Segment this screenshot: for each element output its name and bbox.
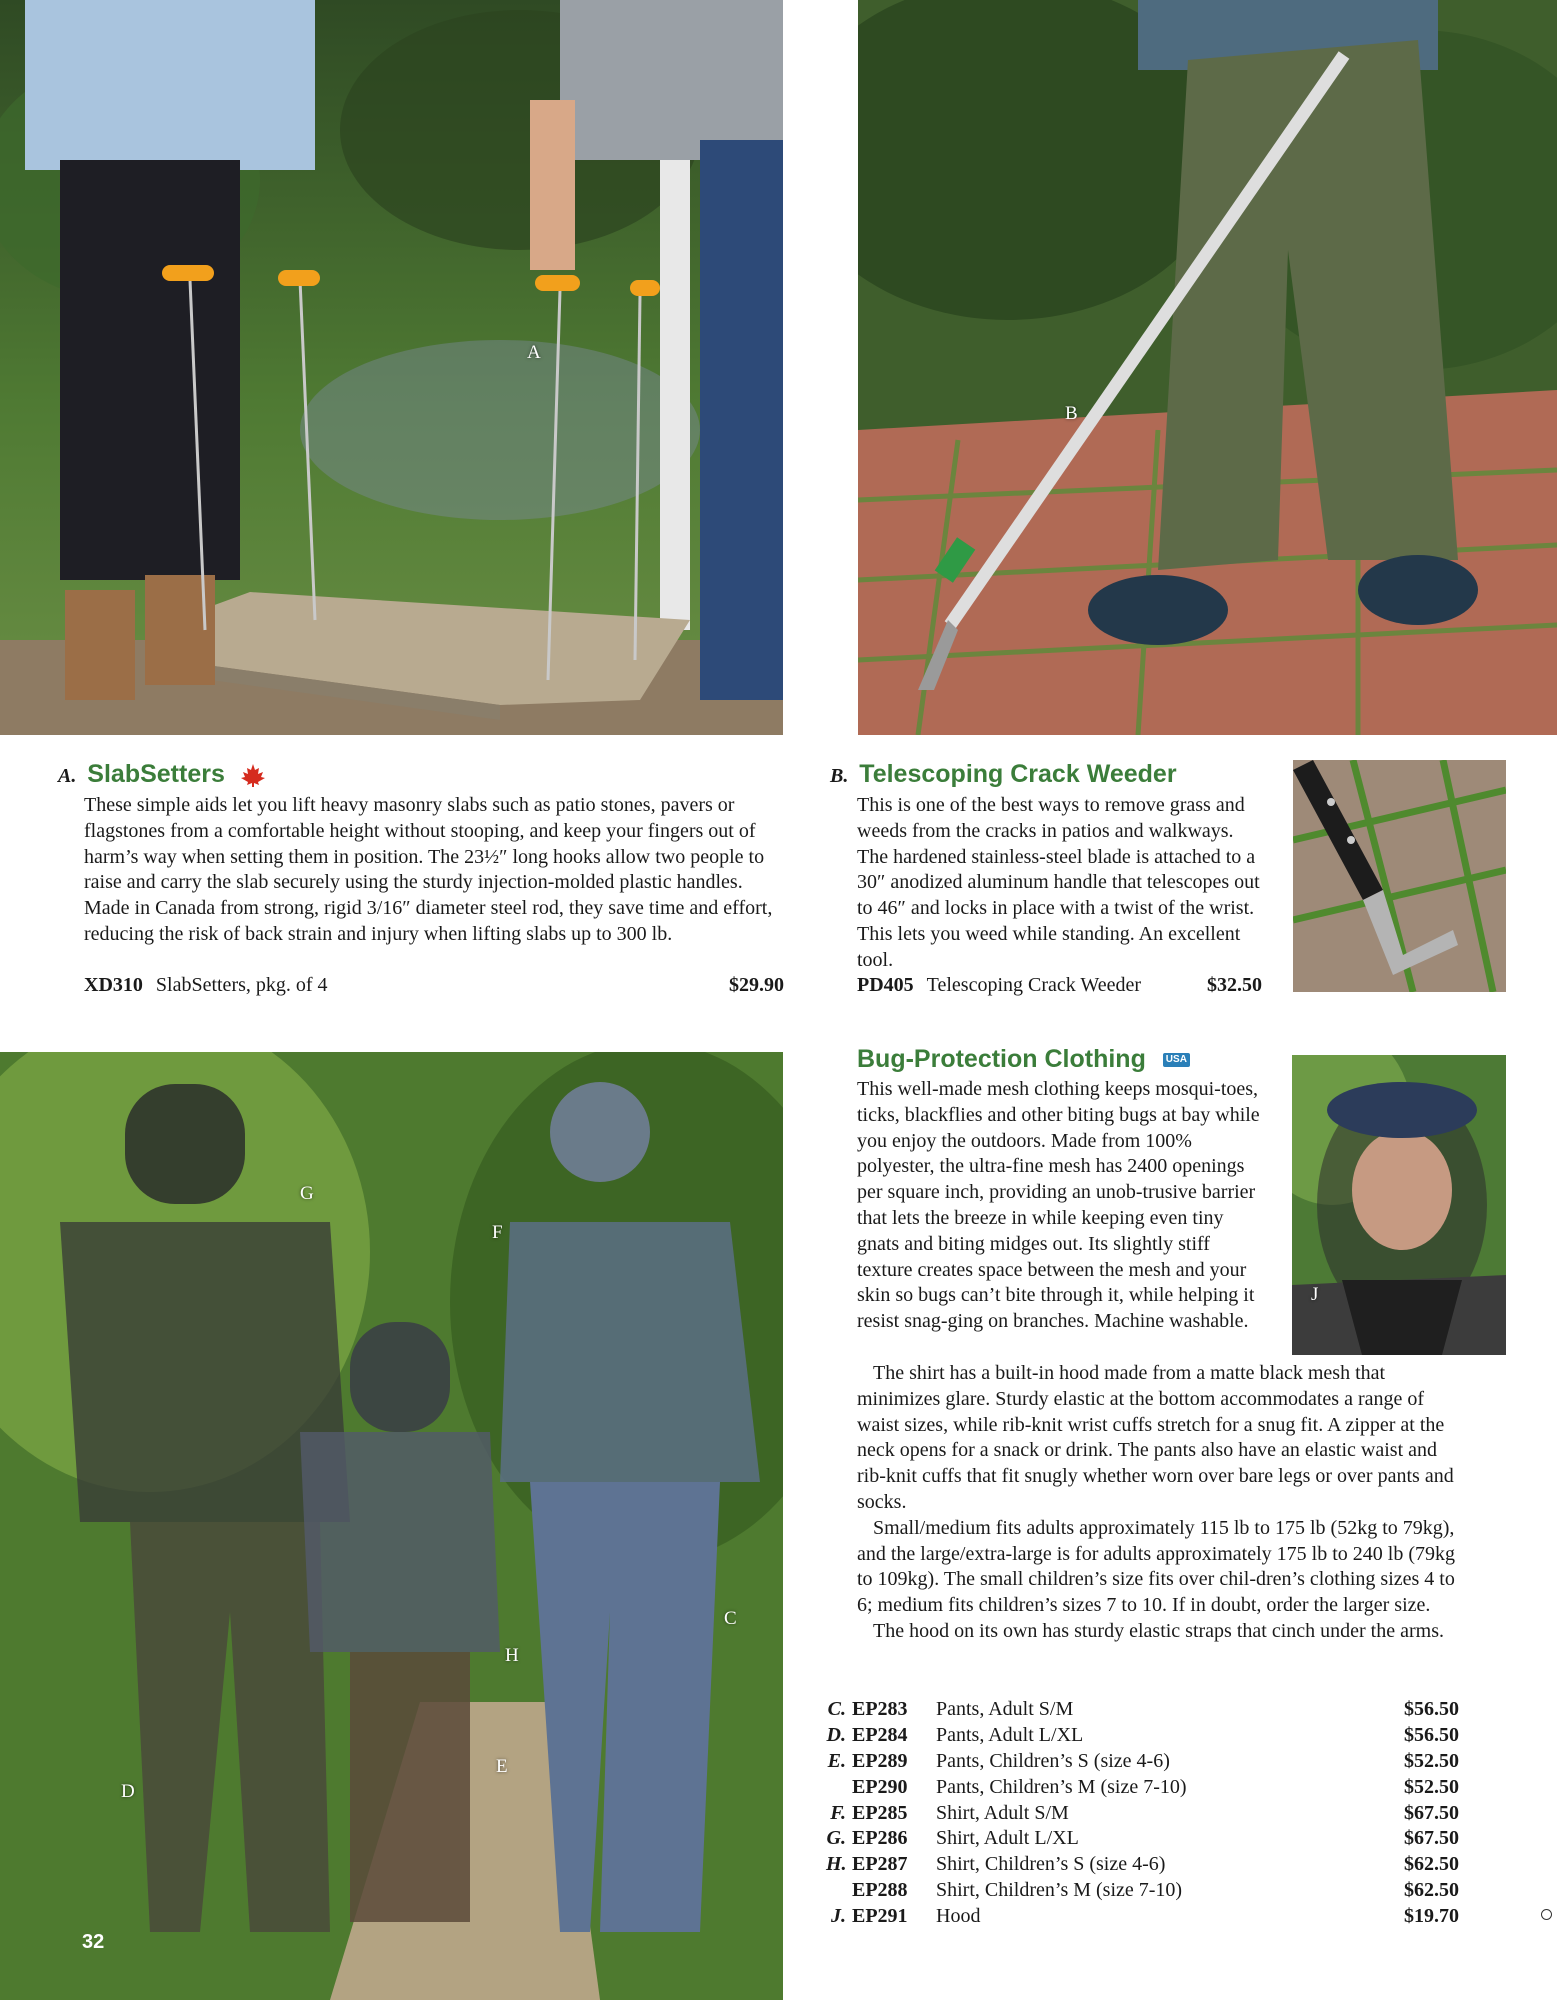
slabsetters-name: SlabSetters (87, 760, 225, 788)
order-item: Shirt, Adult S/M (936, 1801, 1069, 1824)
slabsetters-sku: XD310 (84, 974, 143, 996)
order-price: $62.50 (1404, 1879, 1459, 1902)
page-number: 32 (82, 1931, 105, 1953)
order-price: $67.50 (1404, 1801, 1459, 1824)
order-letter: H. (826, 1853, 847, 1876)
slabsetters-title (58, 760, 266, 789)
crack-weeder-name: Telescoping Crack Weeder (859, 760, 1177, 788)
order-price: $52.50 (1404, 1775, 1459, 1798)
order-price: $52.50 (1404, 1749, 1459, 1772)
order-letter: G. (826, 1827, 846, 1850)
order-row (826, 1878, 1459, 1904)
bug-hood-illustration (1292, 1055, 1506, 1355)
photo-label-h: H (505, 1645, 519, 1666)
order-price: $19.70 (1404, 1905, 1459, 1928)
bug-clothing-shirt-paragraph: The shirt has a built-in hood made from a matte black mesh that minimizes glare. Sturdy elastic at the bottom accommodates a range of waist sizes, while rib-knit wrist cuffs stretch for a snug fit. A zipper at the neck opens for a snack or drink. The pants also have an elastic waist and rib-knit cuffs that fit snugly whether worn over bare legs or over pants and socks. (857, 1362, 1454, 1513)
order-letter: D. (826, 1723, 846, 1746)
order-price: $56.50 (1404, 1723, 1459, 1746)
order-item: Shirt, Children’s S (size 4-6) (936, 1853, 1166, 1876)
bug-clothing-name: Bug-Protection Clothing (857, 1045, 1146, 1073)
order-letter: J. (831, 1905, 846, 1928)
photo-label-b: B (1065, 403, 1078, 424)
order-sku: EP283 (852, 1698, 908, 1720)
crack-weeder-item: Telescoping Crack Weeder (926, 974, 1141, 996)
crack-weeder-description (857, 793, 1267, 974)
slabsetters-price: $29.90 (729, 974, 784, 996)
slabsetters-description (84, 793, 784, 948)
order-row (826, 1852, 1459, 1878)
bug-clothing-details (857, 1361, 1461, 1645)
usa-flag-icon: USA (1163, 1053, 1190, 1067)
crack-weeder-order-line (857, 972, 1262, 998)
slabsetters-description-text: These simple aids let you lift heavy masonry slabs such as patio stones, pavers or flagstones from a comfortable height without stooping, and keep your fingers out of harm’s way when setting them in position. The 23½″ long hooks allow two people to raise and carry the slab securely using the sturdy injection-molded plastic handles. Made in Canada from strong, rigid 3/16″ diameter steel rod, they save time and effort, reducing the risk of back strain and injury when lifting slabs up to 300 lb. (84, 794, 773, 945)
order-sku: EP290 (852, 1775, 908, 1798)
weeder-blade-illustration (1293, 760, 1506, 992)
bug-clothing-order-table (826, 1697, 1459, 1930)
order-price: $56.50 (1404, 1698, 1459, 1720)
bug-hood-photo (1292, 1055, 1506, 1355)
bug-clothing-sizing-paragraph: Small/medium fits adults approximately 115 lb to 175 lb (52kg to 79kg), and the large/extra-large is for adults approximately 175 lb to 240 lb (79kg to 109kg). The small children’s size fits over chil-dren’s clothing sizes 4 to 6; medium fits children’s sizes 7 to 10. If in doubt, order the larger size. (857, 1516, 1455, 1617)
order-price: $62.50 (1404, 1853, 1459, 1876)
order-item: Shirt, Adult L/XL (936, 1827, 1079, 1850)
photo-label-g: G (300, 1183, 314, 1204)
order-sku: EP285 (852, 1801, 908, 1824)
order-row (826, 1801, 1459, 1827)
order-sku: EP287 (852, 1853, 908, 1876)
order-sku: EP291 (852, 1905, 908, 1928)
order-row (826, 1749, 1459, 1775)
crack-weeder-photo (858, 0, 1557, 735)
order-price: $67.50 (1404, 1827, 1459, 1850)
bug-clothing-title (857, 1045, 1190, 1074)
order-item: Pants, Adult S/M (936, 1698, 1074, 1720)
order-item: Pants, Adult L/XL (936, 1723, 1084, 1746)
photo-label-c: C (724, 1608, 737, 1629)
slabsetters-order-line (84, 972, 784, 998)
slabsetters-item: SlabSetters, pkg. of 4 (155, 974, 328, 996)
product-letter-a: A. (58, 765, 77, 787)
bug-clothing-family-illustration (0, 1052, 783, 2000)
product-letter-b: B. (830, 765, 849, 787)
photo-label-a: A (527, 342, 541, 363)
slabsetters-photo (0, 0, 783, 735)
crack-weeder-title (830, 760, 1177, 789)
order-item: Shirt, Children’s M (size 7-10) (936, 1879, 1183, 1902)
crack-weeder-blade-photo (1293, 760, 1506, 992)
order-letter: F. (830, 1801, 846, 1824)
crack-weeder-description-text: This is one of the best ways to remove grass and weeds from the cracks in patios and walkways. The hardened stainless-steel blade is attached to a 30″ anodized aluminum handle that telescopes out to 46″ and locks in place with a twist of the wrist. This lets you weed while standing. An excellent tool. (857, 794, 1260, 971)
order-row (826, 1723, 1459, 1749)
crack-weeder-price: $32.50 (1207, 974, 1262, 996)
photo-label-f: F (492, 1222, 503, 1243)
maple-leaf-icon (240, 763, 266, 787)
order-row (826, 1826, 1459, 1852)
photo-label-j: J (1311, 1284, 1319, 1305)
bug-clothing-hood-paragraph: The hood on its own has sturdy elastic straps that cinch under the arms. (873, 1619, 1444, 1642)
slabsetters-illustration (0, 0, 783, 735)
order-sku: EP288 (852, 1879, 908, 1902)
order-sku: EP284 (852, 1723, 908, 1746)
crack-weeder-illustration (858, 0, 1557, 735)
order-item: Hood (936, 1905, 981, 1928)
order-sku: EP289 (852, 1749, 908, 1772)
order-row (826, 1775, 1459, 1801)
order-sku: EP286 (852, 1827, 908, 1850)
order-item: Pants, Children’s S (size 4-6) (936, 1749, 1170, 1772)
order-letter: C. (827, 1698, 846, 1720)
order-letter: E. (827, 1749, 846, 1772)
order-row (826, 1904, 1459, 1930)
photo-label-d: D (121, 1781, 135, 1802)
crack-weeder-sku: PD405 (857, 974, 914, 996)
order-row (826, 1697, 1459, 1723)
bug-clothing-intro (857, 1077, 1264, 1335)
page-edge-circle-icon (1541, 1909, 1552, 1920)
bug-clothing-intro-text: This well-made mesh clothing keeps mosqui-toes, ticks, blackflies and other biting bugs at bay while you enjoy the outdoors. Made from 100% polyester, the ultra-fine mesh has 2400 openings per square inch, providing an unob-trusive barrier that lets the breeze in while keeping even tiny gnats and biting midges out. Its slightly stiff texture creates space between the mesh and your skin so bugs can’t bite through it, while helping it resist snag-ging on branches. Machine washable. (857, 1078, 1260, 1333)
bug-clothing-family-photo (0, 1052, 783, 2000)
order-item: Pants, Children’s M (size 7-10) (936, 1775, 1187, 1798)
photo-label-e: E (496, 1756, 508, 1777)
